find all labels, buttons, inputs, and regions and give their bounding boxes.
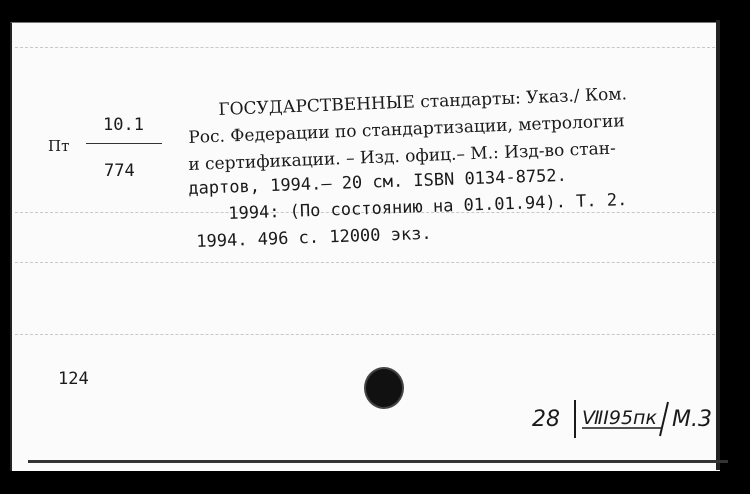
punch-hole xyxy=(364,367,404,409)
card-number: 124 xyxy=(58,369,89,389)
scan-artifact xyxy=(15,47,715,48)
shelf-denominator: 774 xyxy=(104,161,135,181)
entry-line-6: 1994. 496 с. 12000 экз. xyxy=(196,223,432,252)
shelf-numerator: 10.1 xyxy=(103,115,144,135)
entry-line-4: дартов, 1994.– 20 см. ISBN 0134-8752. xyxy=(188,165,568,199)
fraction-bar xyxy=(86,143,162,144)
handwritten-note xyxy=(532,398,722,438)
entry-line-5: 1994: (По состоянию на 01.01.94). Т. 2. xyxy=(228,190,628,224)
entry-line-1: ГОСУДАРСТВЕННЫЕ стандарты: Указ./ Ком. xyxy=(218,84,628,120)
handwritten-code: ⅦI95пк xyxy=(582,407,657,429)
shelf-prefix: Пт xyxy=(48,137,70,155)
scan-artifact xyxy=(15,334,715,335)
card-bottom-edge xyxy=(28,460,728,463)
handwritten-mark: М.3 xyxy=(672,407,712,432)
entry-line-2: Рос. Федерации по стандартизации, метрологии xyxy=(188,111,625,148)
entry-line-3: и сертификации. – Изд. офиц.– М.: Изд-во стан- xyxy=(188,138,617,175)
scan-artifact xyxy=(15,262,715,263)
handwritten-number: 28 xyxy=(532,407,560,432)
